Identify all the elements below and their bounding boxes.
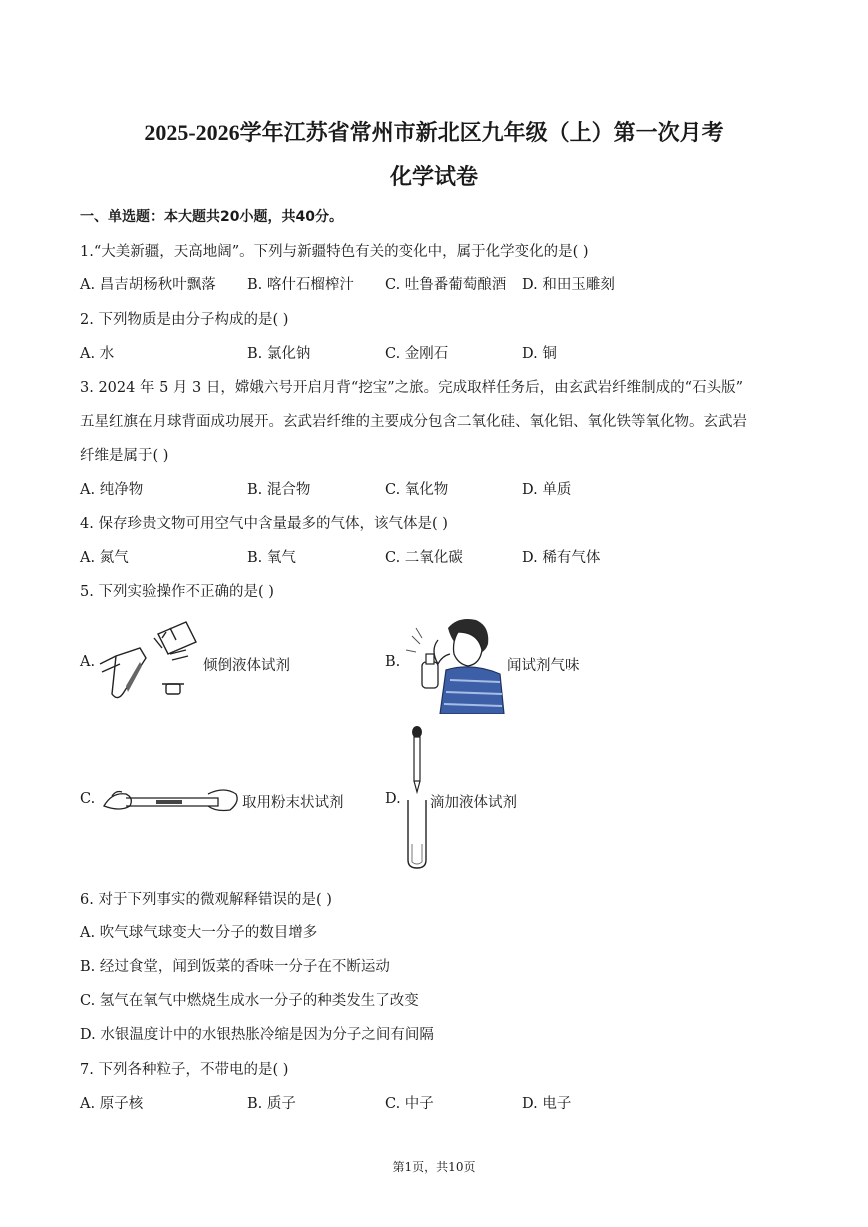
q1-option-b: B. 喀什石榴榨汁 bbox=[247, 277, 354, 293]
q3-option-a: A. 纯净物 bbox=[80, 482, 144, 498]
smelling-reagent-illustration bbox=[402, 610, 506, 714]
q5-caption-c: 取用粉末状试剂 bbox=[242, 795, 344, 811]
q5-option-c: C. bbox=[80, 791, 96, 807]
q1-option-d: D. 和田玉雕刻 bbox=[522, 277, 615, 293]
q5-caption-b: 闻试剂气味 bbox=[507, 658, 580, 674]
q7-option-a: A. 原子核 bbox=[80, 1096, 144, 1112]
pouring-liquid-illustration bbox=[96, 612, 204, 706]
q1-option-a: A. 昌吉胡杨秋叶飘落 bbox=[80, 277, 216, 293]
page-footer: 第1页，共10页 bbox=[392, 1160, 476, 1174]
q4-option-a: A. 氮气 bbox=[80, 550, 129, 566]
question-2-stem: 2. 下列物质是由分子构成的是( ) bbox=[80, 312, 289, 328]
q2-option-a: A. 水 bbox=[80, 346, 115, 362]
q4-option-c: C. 二氧化碳 bbox=[385, 550, 463, 566]
q3-option-c: C. 氧化物 bbox=[385, 482, 449, 498]
q4-option-d: D. 稀有气体 bbox=[522, 550, 601, 566]
dropper-tube-illustration bbox=[404, 726, 430, 870]
q6-option-c: C. 氢气在氧气中燃烧生成水一分子的种类发生了改变 bbox=[80, 993, 419, 1009]
section-heading: 一、单选题：本大题共20小题，共40分。 bbox=[80, 209, 343, 225]
q5-option-d: D. bbox=[385, 791, 401, 807]
question-3-stem-line2: 五星红旗在月球背面成功展开。玄武岩纤维的主要成分包含二氧化硅、氧化铝、氧化铁等氧化物。玄武岩 bbox=[80, 414, 747, 430]
q3-option-b: B. 混合物 bbox=[247, 482, 311, 498]
q7-option-c: C. 中子 bbox=[385, 1096, 434, 1112]
question-7-stem: 7. 下列各种粒子，不带电的是( ) bbox=[80, 1062, 289, 1078]
q7-option-d: D. 电子 bbox=[522, 1096, 572, 1112]
q5-caption-a: 倾倒液体试剂 bbox=[203, 658, 290, 674]
question-4-stem: 4. 保存珍贵文物可用空气中含量最多的气体，该气体是( ) bbox=[80, 516, 448, 532]
q3-option-d: D. 单质 bbox=[522, 482, 572, 498]
exam-title: 2025-2026学年江苏省常州市新北区九年级（上）第一次月考 bbox=[144, 120, 724, 145]
q5-option-a: A. bbox=[80, 654, 96, 670]
question-1-stem: 1.“大美新疆，天高地阔”。下列与新疆特色有关的变化中，属于化学变化的是( ) bbox=[80, 244, 589, 260]
q6-option-d: D. 水银温度计中的水银热胀冷缩是因为分子之间有间隔 bbox=[80, 1027, 434, 1043]
q4-option-b: B. 氧气 bbox=[247, 550, 296, 566]
q7-option-b: B. 质子 bbox=[247, 1096, 296, 1112]
q1-option-c: C. 吐鲁番葡萄酿酒 bbox=[385, 277, 507, 293]
question-5-stem: 5. 下列实验操作不正确的是( ) bbox=[80, 584, 274, 600]
q2-option-c: C. 金刚石 bbox=[385, 346, 449, 362]
question-6-stem: 6. 对于下列事实的微观解释错误的是( ) bbox=[80, 892, 332, 908]
q6-option-b: B. 经过食堂，闻到饭菜的香味一分子在不断运动 bbox=[80, 959, 390, 975]
q2-option-d: D. 铜 bbox=[522, 346, 557, 362]
exam-subtitle: 化学试卷 bbox=[389, 164, 478, 189]
q6-option-a: A. 吹气球气球变大一分子的数目增多 bbox=[80, 925, 318, 941]
question-3-stem-line3: 纤维是属于( ) bbox=[80, 448, 169, 464]
question-3-stem-line1: 3. 2024 年 5 月 3 日，嫦娥六号开启月背“挖宝”之旅。完成取样任务后，由玄武岩纤维制成的“石头版” bbox=[80, 380, 743, 396]
powder-reagent-illustration bbox=[100, 784, 242, 816]
q2-option-b: B. 氯化钠 bbox=[247, 346, 311, 362]
q5-option-b: B. bbox=[385, 654, 401, 670]
q5-caption-d: 滴加液体试剂 bbox=[430, 795, 517, 811]
